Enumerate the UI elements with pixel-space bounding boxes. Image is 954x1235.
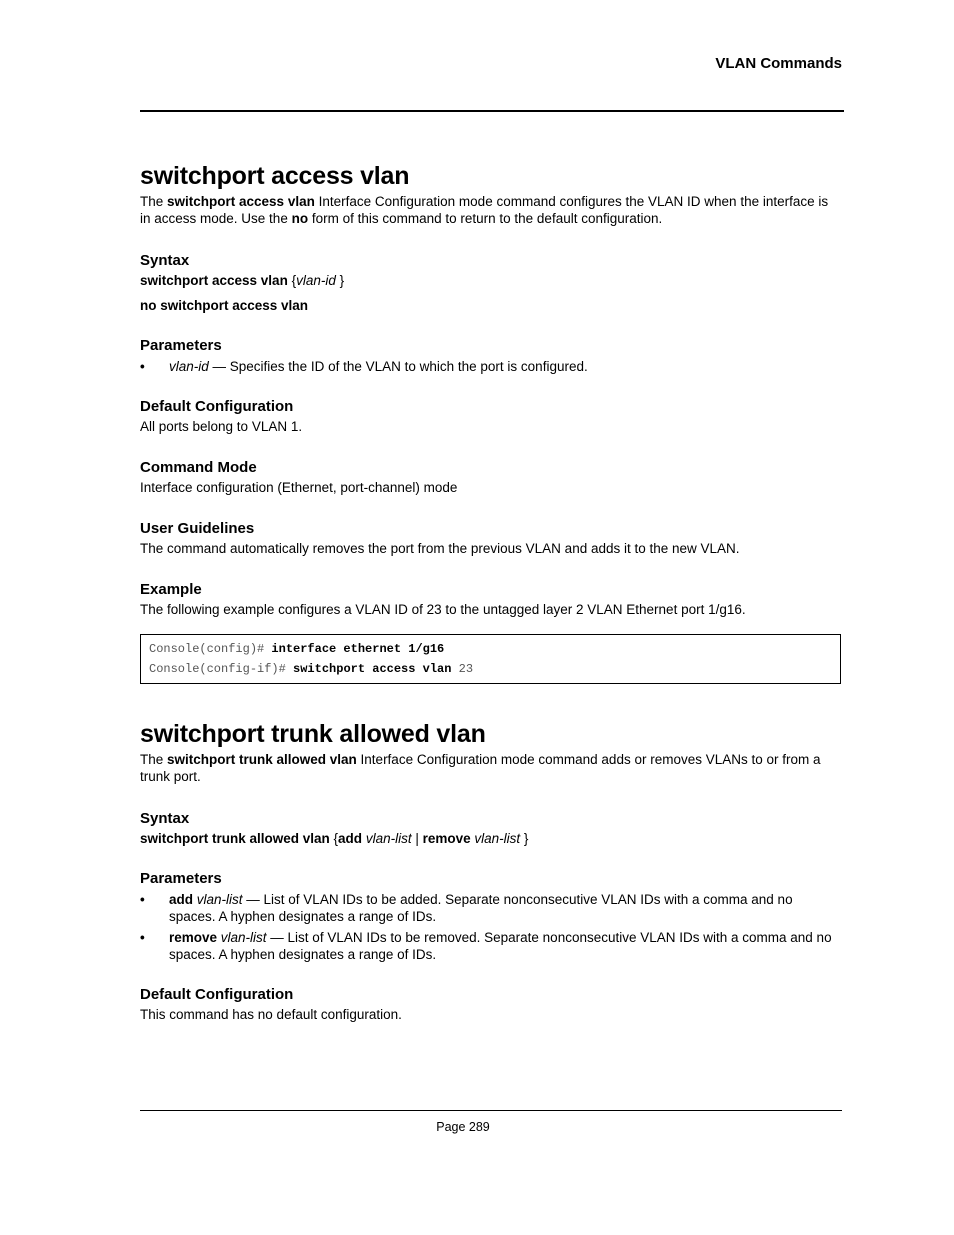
default-config-text: All ports belong to VLAN 1. — [140, 419, 303, 434]
header-rule — [140, 110, 844, 112]
syntax-line: switchport access vlan {vlan-id } — [140, 273, 345, 288]
default-config-heading: Default Configuration — [140, 398, 294, 415]
running-header: VLAN Commands — [715, 55, 842, 72]
command-mode-block — [140, 459, 842, 496]
section-switchport-access-vlan — [140, 161, 842, 227]
syntax-block — [140, 810, 842, 847]
syntax-heading: Syntax — [140, 810, 190, 827]
footer-rule — [140, 1110, 842, 1111]
default-config-heading: Default Configuration — [140, 986, 294, 1003]
syntax-block — [140, 252, 842, 314]
example-heading: Example — [140, 581, 202, 598]
user-guidelines-block — [140, 520, 842, 557]
example-text: The following example configures a VLAN ID of 23 to the untagged layer 2 VLAN Ethernet port 1/g16. — [140, 602, 746, 617]
section-title: switchport trunk allowed vlan — [140, 720, 486, 748]
section-intro: The switchport access vlan Interface Configuration mode command configures the VLAN ID when the interface is in access mode. Use the no form of this command to return to the default configuration. — [140, 194, 829, 226]
section-title: switchport access vlan — [140, 162, 410, 190]
syntax-line: switchport trunk allowed vlan {add vlan-list | remove vlan-list } — [140, 831, 529, 846]
parameters-heading: Parameters — [140, 337, 222, 354]
user-guidelines-heading: User Guidelines — [140, 520, 255, 537]
parameters-block — [140, 870, 842, 963]
list-item: • vlan-id — Specifies the ID of the VLAN to which the port is configured. — [140, 359, 588, 374]
page-number: Page 289 — [436, 1120, 490, 1134]
default-config-block — [140, 986, 842, 1023]
syntax-no-line: no switchport access vlan — [140, 298, 309, 313]
code-example-box — [140, 634, 841, 684]
command-mode-heading: Command Mode — [140, 459, 257, 476]
command-mode-text: Interface configuration (Ethernet, port-channel) mode — [140, 480, 458, 495]
list-item: • add vlan-list — List of VLAN IDs to be added. Separate nonconsecutive VLAN IDs with a comma and no spaces. A hyphen designates a range of IDs. — [140, 892, 793, 924]
code-line: Console(config)# interface ethernet 1/g16 — [149, 642, 445, 656]
code-line: Console(config-if)# switchport access vlan 23 — [149, 662, 474, 676]
parameters-heading: Parameters — [140, 870, 222, 887]
section-intro: The switchport trunk allowed vlan Interface Configuration mode command adds or removes VLANs to or from a trunk port. — [140, 752, 821, 784]
syntax-heading: Syntax — [140, 252, 190, 269]
default-config-text: This command has no default configuration. — [140, 1007, 402, 1022]
example-block — [140, 581, 842, 618]
list-item: • remove vlan-list — List of VLAN IDs to be removed. Separate nonconsecutive VLAN IDs with a comma and no spaces. A hyphen designates a range of IDs. — [140, 930, 832, 962]
parameters-block — [140, 337, 842, 375]
user-guidelines-text: The command automatically removes the port from the previous VLAN and adds it to the new VLAN. — [140, 541, 740, 556]
section-switchport-trunk-allowed-vlan — [140, 719, 842, 785]
default-config-block — [140, 398, 842, 435]
